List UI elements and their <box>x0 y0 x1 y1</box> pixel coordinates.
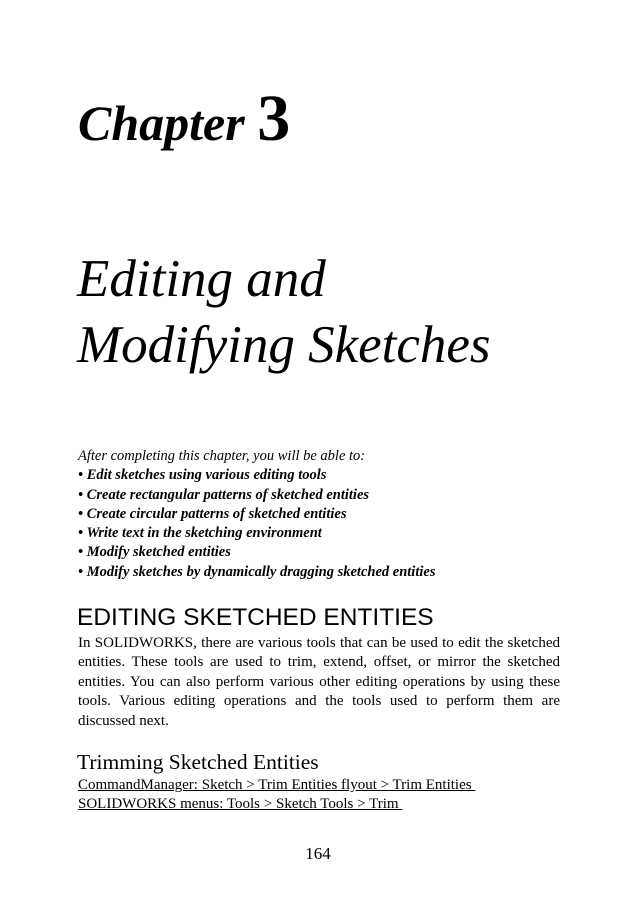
chapter-title-line-2: Modifying Sketches <box>77 316 491 374</box>
objective-item: • Modify sketched entities <box>78 544 231 561</box>
section-heading: EDITING SKETCHED ENTITIES <box>77 604 434 631</box>
command-manager-path: CommandManager: Sketch > Trim Entities flyout > Trim Entities <box>78 777 476 793</box>
objective-item: • Create circular patterns of sketched entities <box>78 505 347 522</box>
section-body-paragraph: In SOLIDWORKS, there are various tools that can be used to edit the sketched entities. These tools are used to trim, extend, offset, or mirror the sketched entities. You can also perform various other editing operations by using these tools. Various editing operations and the tools used to perform them are discussed next. <box>78 635 560 729</box>
chapter-label: Chapter <box>78 95 245 151</box>
objective-item: • Edit sketches using various editing tools <box>78 467 327 484</box>
menu-path: SOLIDWORKS menus: Tools > Sketch Tools > Trim <box>78 796 403 812</box>
objective-item: • Create rectangular patterns of sketched entities <box>78 486 370 503</box>
subsection-heading: Trimming Sketched Entities <box>77 750 319 774</box>
objectives-list <box>78 466 568 582</box>
chapter-heading <box>78 82 291 155</box>
objectives-intro: After completing this chapter, you will be able to: <box>78 448 366 464</box>
objective-item: • Write text in the sketching environment <box>78 525 322 542</box>
objective-item: • Modify sketches by dynamically dragging sketched entities <box>78 563 436 580</box>
chapter-number: 3 <box>257 82 291 155</box>
page-number: 164 <box>305 844 331 863</box>
chapter-objectives <box>78 447 568 582</box>
chapter-title-line-1: Editing and <box>77 250 326 308</box>
chapter-title <box>77 246 491 378</box>
